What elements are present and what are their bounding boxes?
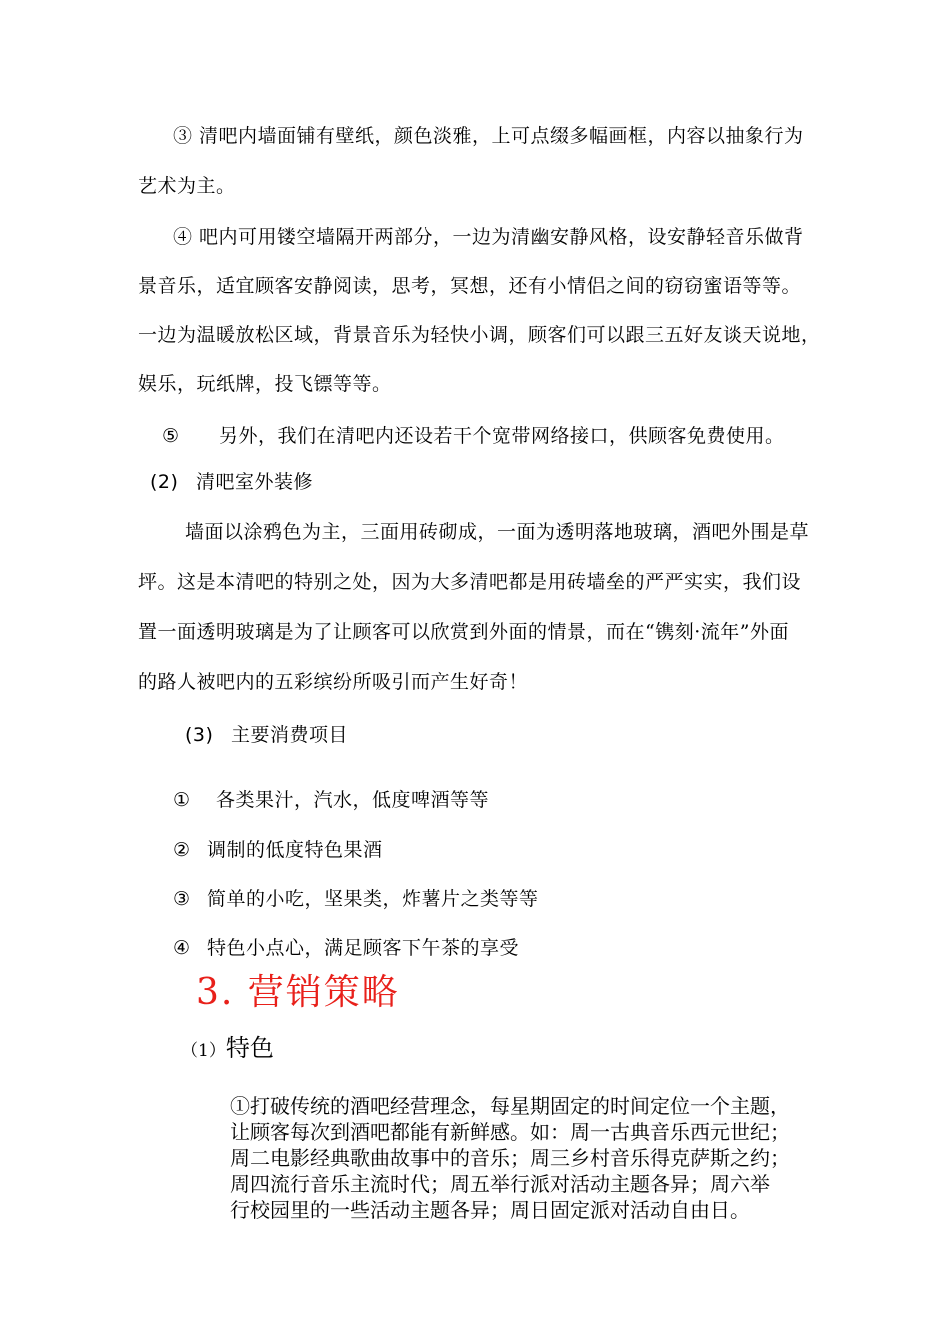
marketing-paragraph: [230, 1093, 842, 1223]
exterior-line-1: 墙面以涂鸦色为主，三面用砖砌成，一面为透明落地玻璃，酒吧外围是草: [185, 521, 810, 543]
interior-item-3-line-2: 艺术为主。: [138, 175, 236, 197]
interior-item-5-text: 另外，我们在清吧内还设若干个宽带网络接口，供顾客免费使用。: [219, 425, 785, 447]
marketing-paragraph-line-4: 周四流行音乐主流时代；周五举行派对活动主题各异；周六举: [230, 1172, 770, 1196]
consumption-number: (3): [185, 724, 214, 746]
exterior-number: (2): [150, 471, 179, 493]
exterior-line-3: 置一面透明玻璃是为了让顾客可以欣赏到外面的情景，而在“镌刻·流年”外面: [138, 621, 789, 643]
interior-item-5-marker: ⑤: [162, 425, 180, 447]
exterior-line-4: 的路人被吧内的五彩缤纷所吸引而产生好奇！: [138, 671, 529, 693]
interior-item-4-line-3: 一边为温暖放松区域，背景音乐为轻快小调，顾客们可以跟三五好友谈天说地，: [138, 324, 821, 346]
marketing-paragraph-line-2: 让顾客每次到酒吧都能有新鲜感。如：周一古典音乐西元世纪；: [230, 1120, 790, 1144]
consumption-item-2-marker: ②: [173, 839, 191, 861]
consumption-item-4-text: 特色小点心，满足顾客下午茶的享受: [207, 937, 520, 959]
consumption-item-1-text: 各类果汁，汽水，低度啤酒等等: [216, 789, 490, 811]
marketing-heading: 3. 营销策略: [196, 972, 400, 1013]
exterior-line-2: 坪。这是本清吧的特别之处，因为大多清吧都是用砖墙垒的严严实实，我们设: [138, 571, 802, 593]
consumption-item-3-marker: ③: [173, 888, 191, 910]
marketing-subheading-number: （1）: [181, 1041, 226, 1061]
interior-item-4-line-4: 娱乐，玩纸牌，投飞镖等等。: [138, 373, 392, 395]
consumption-item-2-text: 调制的低度特色果酒: [207, 839, 383, 861]
consumption-title: 主要消费项目: [231, 724, 349, 746]
consumption-item-4-marker: ④: [173, 937, 191, 959]
consumption-item-3-text: 简单的小吃，坚果类，炸薯片之类等等: [207, 888, 539, 910]
marketing-paragraph-line-3: 周二电影经典歌曲故事中的音乐；周三乡村音乐得克萨斯之约；: [230, 1146, 790, 1170]
consumption-item-1-marker: ①: [173, 789, 191, 811]
marketing-subheading: [181, 1033, 274, 1066]
exterior-title: 清吧室外装修: [196, 471, 314, 493]
interior-item-4-line-2: 景音乐，适宜顾客安静阅读，思考，冥想，还有小情侣之间的窃窃蜜语等等。: [138, 275, 802, 297]
marketing-paragraph-line-5: 行校园里的一些活动主题各异；周日固定派对活动自由日。: [230, 1198, 750, 1222]
marketing-subheading-title: 特色: [225, 1034, 274, 1062]
interior-item-4-line-1: ④ 吧内可用镂空墙隔开两部分，一边为清幽安静风格，设安静轻音乐做背: [173, 226, 804, 248]
interior-item-3-line-1: ③ 清吧内墙面铺有壁纸，颜色淡雅，上可点缀多幅画框，内容以抽象行为: [173, 125, 804, 147]
marketing-paragraph-line-1: ①打破传统的酒吧经营理念，每星期固定的时间定位一个主题，: [230, 1094, 790, 1118]
